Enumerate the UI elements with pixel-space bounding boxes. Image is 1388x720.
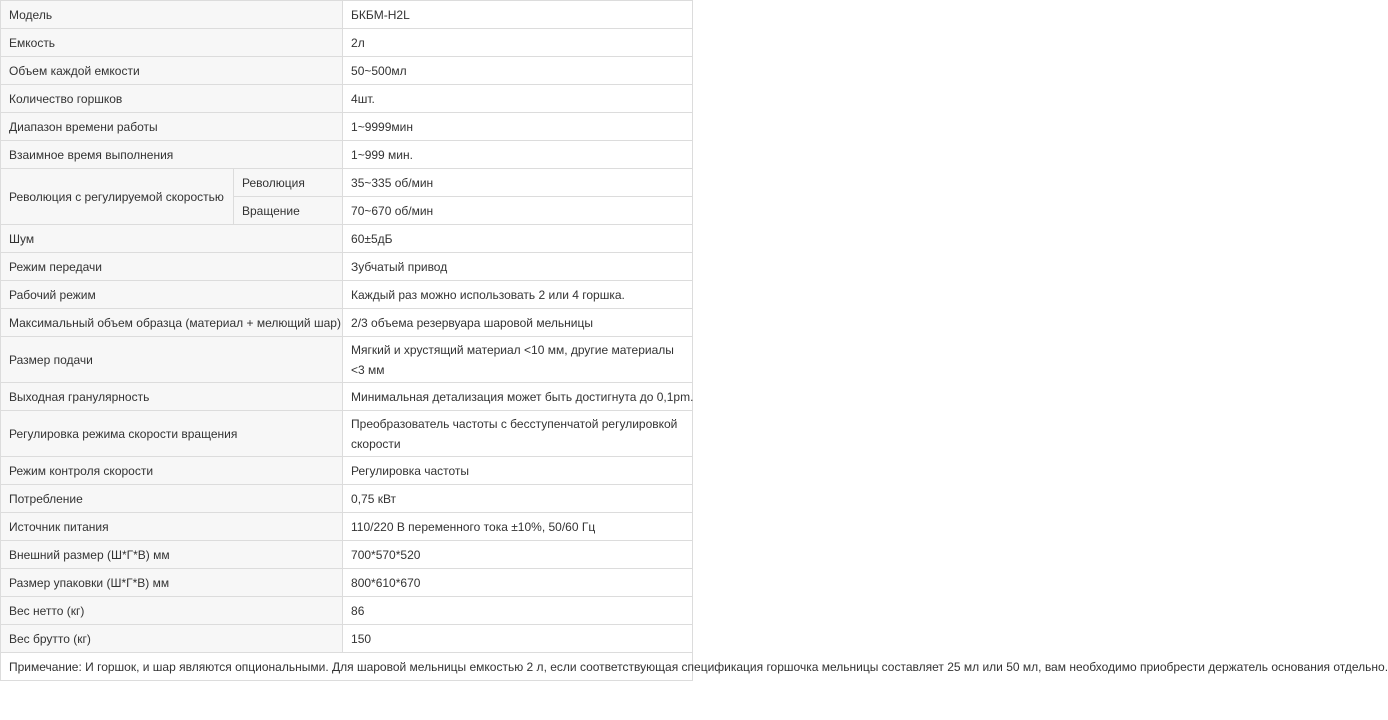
table-row bbox=[1, 281, 693, 309]
row-label: Емкость bbox=[1, 29, 343, 57]
table-row bbox=[1, 457, 693, 485]
row-value: Преобразователь частоты с бесступенчатой регулировкой скорости bbox=[343, 411, 693, 457]
row-value: Зубчатый привод bbox=[343, 253, 693, 281]
table-row bbox=[1, 253, 693, 281]
row-value: Каждый раз можно использовать 2 или 4 горшка. bbox=[343, 281, 693, 309]
row-value: 2/3 объема резервуара шаровой мельницы bbox=[343, 309, 693, 337]
table-row bbox=[1, 541, 693, 569]
row-value: 4шт. bbox=[343, 85, 693, 113]
table-row bbox=[1, 337, 693, 383]
row-value: 50~500мл bbox=[343, 57, 693, 85]
row-value: 0,75 кВт bbox=[343, 485, 693, 513]
row-label: Количество горшков bbox=[1, 85, 343, 113]
row-label: Внешний размер (Ш*Г*В) мм bbox=[1, 541, 343, 569]
table-row bbox=[1, 383, 693, 411]
row-label: Потребление bbox=[1, 485, 343, 513]
row-label: Объем каждой емкости bbox=[1, 57, 343, 85]
row-value: 35~335 об/мин bbox=[343, 169, 693, 197]
row-label: Режим передачи bbox=[1, 253, 343, 281]
table-row bbox=[1, 569, 693, 597]
table-row bbox=[1, 113, 693, 141]
note-text: Примечание: И горшок, и шар являются опциональными. Для шаровой мельницы емкостью 2 л, если соответствующая спецификация горшочка мельницы составляет 25 мл или 50 мл, вам необходимо приобрести держатель основания отдельно. bbox=[1, 653, 693, 681]
table-row bbox=[1, 225, 693, 253]
row-value: 150 bbox=[343, 625, 693, 653]
row-label: Революция с регулируемой скоростью bbox=[1, 169, 234, 225]
row-label: Рабочий режим bbox=[1, 281, 343, 309]
table-row bbox=[1, 625, 693, 653]
row-value: Регулировка частоты bbox=[343, 457, 693, 485]
table-row bbox=[1, 485, 693, 513]
row-value: 800*610*670 bbox=[343, 569, 693, 597]
sub-row-label: Революция bbox=[234, 169, 343, 197]
table-row bbox=[1, 597, 693, 625]
row-label: Вес брутто (кг) bbox=[1, 625, 343, 653]
row-value: Мягкий и хрустящий материал <10 мм, другие материалы <3 мм bbox=[343, 337, 693, 383]
row-value: БКБМ-H2L bbox=[343, 1, 693, 29]
row-label: Источник питания bbox=[1, 513, 343, 541]
row-value: 86 bbox=[343, 597, 693, 625]
table-row bbox=[1, 513, 693, 541]
table-row bbox=[1, 169, 693, 197]
row-label: Размер упаковки (Ш*Г*В) мм bbox=[1, 569, 343, 597]
row-value: 110/220 В переменного тока ±10%, 50/60 Гц bbox=[343, 513, 693, 541]
row-label: Режим контроля скорости bbox=[1, 457, 343, 485]
row-value: 1~9999мин bbox=[343, 113, 693, 141]
row-value: 70~670 об/мин bbox=[343, 197, 693, 225]
row-label: Шум bbox=[1, 225, 343, 253]
note-row bbox=[1, 653, 693, 681]
table-row bbox=[1, 85, 693, 113]
row-value: Минимальная детализация может быть достигнута до 0,1pm. bbox=[343, 383, 693, 411]
sub-row-label: Вращение bbox=[234, 197, 343, 225]
table-row bbox=[1, 141, 693, 169]
row-label: Диапазон времени работы bbox=[1, 113, 343, 141]
row-label: Размер подачи bbox=[1, 337, 343, 383]
table-row bbox=[1, 1, 693, 29]
row-label: Взаимное время выполнения bbox=[1, 141, 343, 169]
row-value: 60±5дБ bbox=[343, 225, 693, 253]
row-label: Максимальный объем образца (материал + мелющий шар) bbox=[1, 309, 343, 337]
table-row bbox=[1, 29, 693, 57]
row-label: Модель bbox=[1, 1, 343, 29]
row-label: Регулировка режима скорости вращения bbox=[1, 411, 343, 457]
table-row bbox=[1, 309, 693, 337]
row-value: 700*570*520 bbox=[343, 541, 693, 569]
row-label: Вес нетто (кг) bbox=[1, 597, 343, 625]
row-label: Выходная гранулярность bbox=[1, 383, 343, 411]
row-value: 1~999 мин. bbox=[343, 141, 693, 169]
table-row bbox=[1, 411, 693, 457]
row-value: 2л bbox=[343, 29, 693, 57]
table-row bbox=[1, 57, 693, 85]
